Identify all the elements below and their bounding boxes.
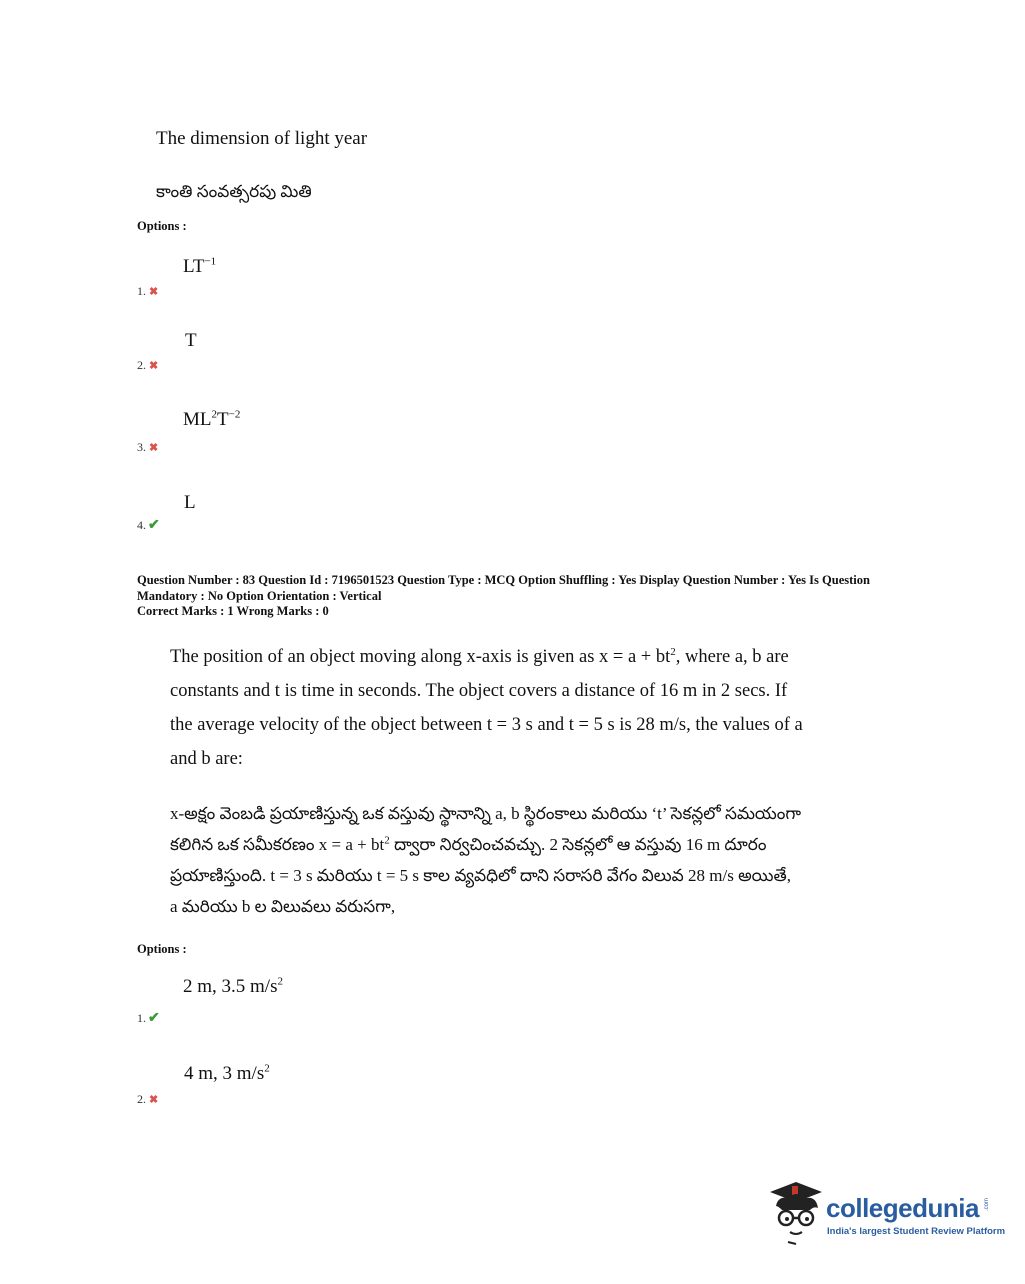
q2-option-2-number: 2. ✖ bbox=[137, 1092, 159, 1106]
question-1-text-en: The dimension of light year bbox=[156, 128, 368, 149]
wrong-mark-icon: ✖ bbox=[149, 1094, 159, 1106]
q1-option-4-text: L bbox=[184, 492, 196, 513]
q1-option-2-text: T bbox=[185, 330, 197, 351]
logo-tagline: India's largest Student Review Platform bbox=[827, 1226, 1006, 1237]
logo-com: .com bbox=[984, 1198, 990, 1212]
logo-wordmark: collegedunia bbox=[826, 1193, 979, 1223]
q1-option-1-number: 1. ✖ bbox=[137, 284, 159, 298]
q1-option-2-number: 2. ✖ bbox=[137, 358, 159, 372]
meta-line-1: Question Number : 83 Question Id : 7196501523 Question Type : MCQ Option Shuffling : Yes Display Question Number : Yes Is Question bbox=[137, 573, 870, 587]
q1-option-3-number: 3. ✖ bbox=[137, 440, 159, 454]
q1-option-4-number: 4. ✔ bbox=[137, 518, 160, 533]
question-1-text-te: కాంతి సంవత్సరపు మితి bbox=[156, 182, 312, 201]
correct-mark-icon: ✔ bbox=[148, 518, 160, 533]
q2-option-1-number: 1. ✔ bbox=[137, 1011, 160, 1026]
wrong-mark-icon: ✖ bbox=[149, 286, 159, 298]
options-label-2: Options : bbox=[137, 942, 187, 956]
q1-option-3-text: $ML^2T^{-2}$ bbox=[183, 408, 241, 430]
q2-option-2-text: 4 m, 3 $m/s^2$ bbox=[184, 1062, 270, 1084]
meta-line-2: Mandatory : No Option Orientation : Vertical bbox=[137, 588, 382, 603]
question-2-meta bbox=[137, 573, 907, 620]
question-2-text-en: The position of an object moving along x-axis is given as $x = a + bt^2$, where a, b are constants and t is time in seconds. The object covers a distance of 16 m in 2 secs. If the average velocity of the object between t = 3 s and t = 5 s is 28 m/s, the values of a and b are: bbox=[170, 645, 803, 769]
options-label-1: Options : bbox=[137, 219, 187, 233]
meta-line-3: Correct Marks : 1 Wrong Marks : 0 bbox=[137, 604, 329, 618]
collegedunia-mascot-icon bbox=[766, 1176, 826, 1246]
wrong-mark-icon: ✖ bbox=[149, 442, 159, 454]
wrong-mark-icon: ✖ bbox=[149, 360, 159, 372]
q1-option-1-text: $LT^{-1}$ bbox=[183, 255, 217, 277]
q2-option-1-text: 2 m, 3.5 $m/s^2$ bbox=[183, 975, 283, 997]
correct-mark-icon: ✔ bbox=[148, 1011, 160, 1026]
question-2-text-te: x-అక్షం వెంబడి ప్రయాణిస్తున్న ఒక వస్తువు స్థానాన్ని a, b స్థిరంకాలు మరియు ‘t’ సెకన్లలో సమయంగా కలిగిన ఒక సమీకరణం $x = a + bt^2$ ద్వారా నిర్వచించవచ్చు. 2 సెకన్లలో ఆ వస్తువు 16 m దూరం ప్రయాణిస్తుంది. t = 3 s మరియు t = 5 s కాల వ్యవధిలో దాని సరాసరి వేగం విలువ 28 m/s అయితే, a మరియు b ల విలువలు వరుసగా, bbox=[170, 804, 802, 916]
